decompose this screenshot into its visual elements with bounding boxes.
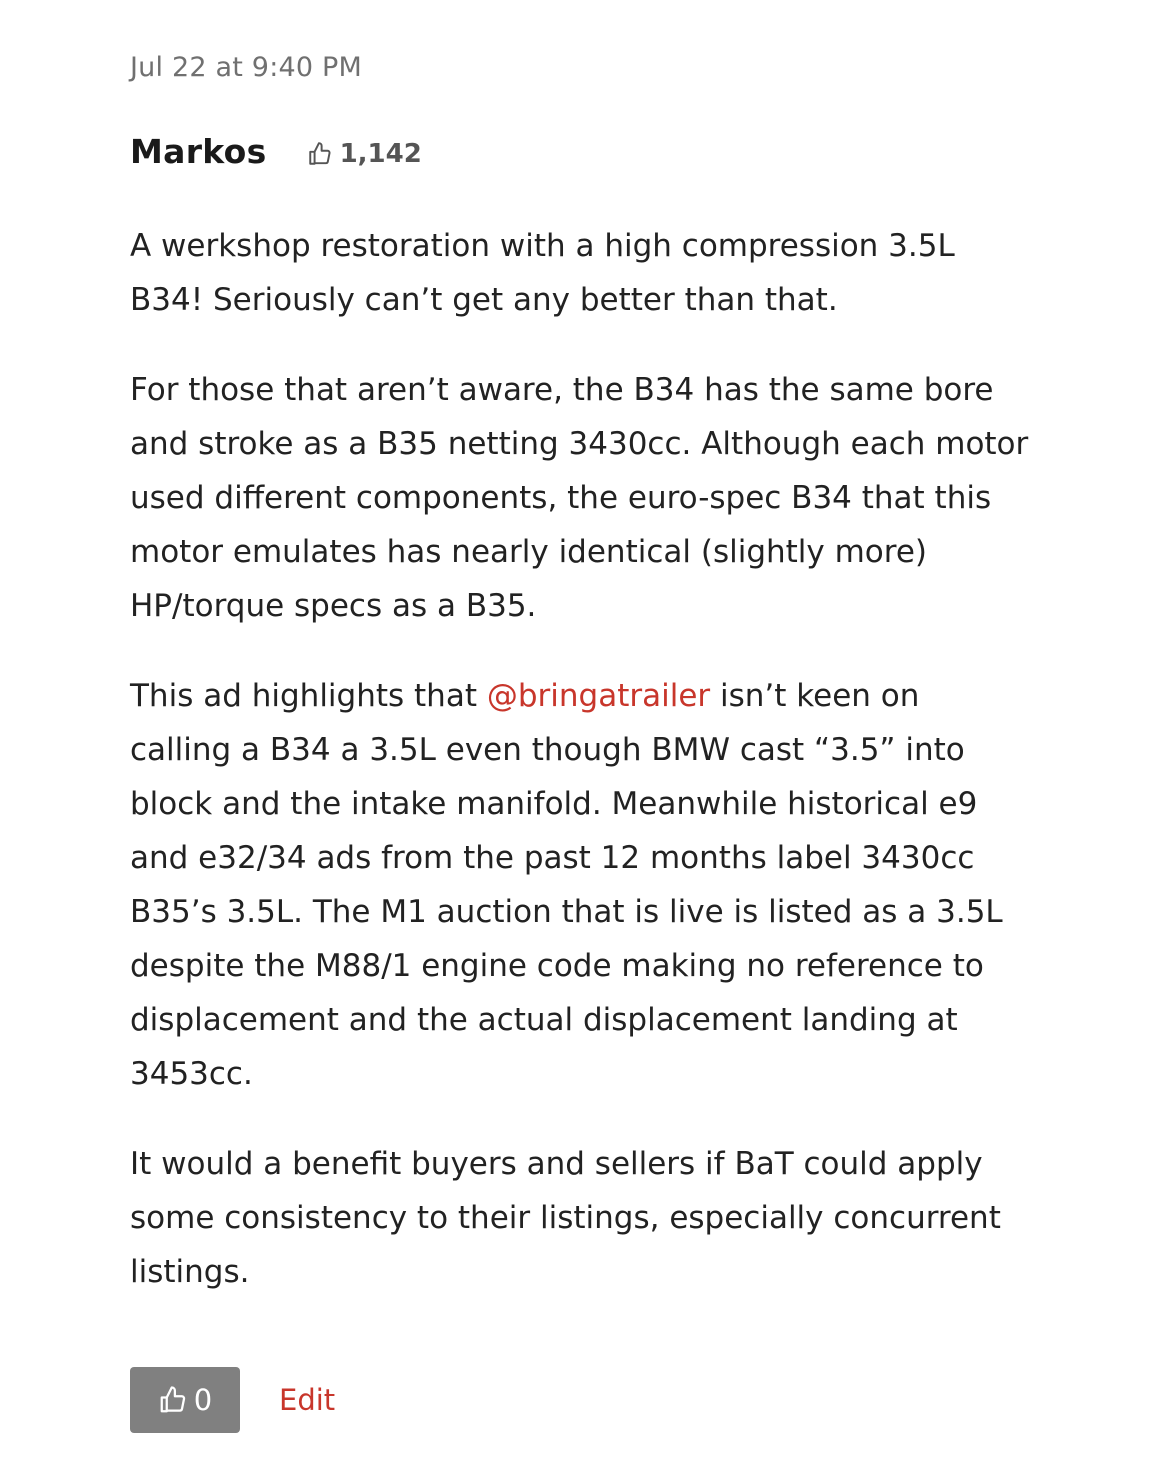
mention-link[interactable]: @bringatrailer [486, 678, 711, 714]
thumbs-up-icon [307, 141, 333, 167]
comment-body [130, 219, 1030, 1335]
comment-timestamp: Jul 22 at 9:40 PM [130, 52, 363, 83]
author-row [130, 132, 422, 171]
author-likes [307, 139, 422, 169]
comment-paragraph: A werkshop restoration with a high compression 3.5L B34! Seriously can’t get any better than that. [130, 228, 955, 318]
like-count: 0 [193, 1383, 213, 1417]
comment-actions [130, 1367, 335, 1433]
paragraph-text: This ad highlights that [130, 678, 487, 714]
like-button[interactable] [130, 1367, 240, 1433]
comment-paragraph: It would a benefit buyers and sellers if BaT could apply some consistency to their listings, especially concurrent listings. [130, 1146, 1001, 1290]
paragraph-text: isn’t keen on calling a B34 a 3.5L even though BMW cast “3.5” into block and the intake manifold. Meanwhile historical e9 and e32/34 ads from the past 12 months label 3430cc B35’s 3.5L. The M1 auction that is live is listed as a 3.5L despite the M88/1 engine code making no reference to displacement and the actual displacement landing at 3453cc. [130, 678, 1003, 1092]
edit-link[interactable]: Edit [279, 1383, 336, 1417]
author-name[interactable]: Markos [130, 132, 267, 171]
author-likes-count: 1,142 [339, 138, 422, 169]
comment-paragraph [130, 669, 1030, 1101]
comment-paragraph: For those that aren’t aware, the B34 has the same bore and stroke as a B35 netting 3430cc. Although each motor used different components, the euro-spec B34 that this motor emulates has nearly identical (slightly more) HP/torque specs as a B35. [130, 372, 1029, 624]
thumbs-up-icon [158, 1385, 188, 1415]
